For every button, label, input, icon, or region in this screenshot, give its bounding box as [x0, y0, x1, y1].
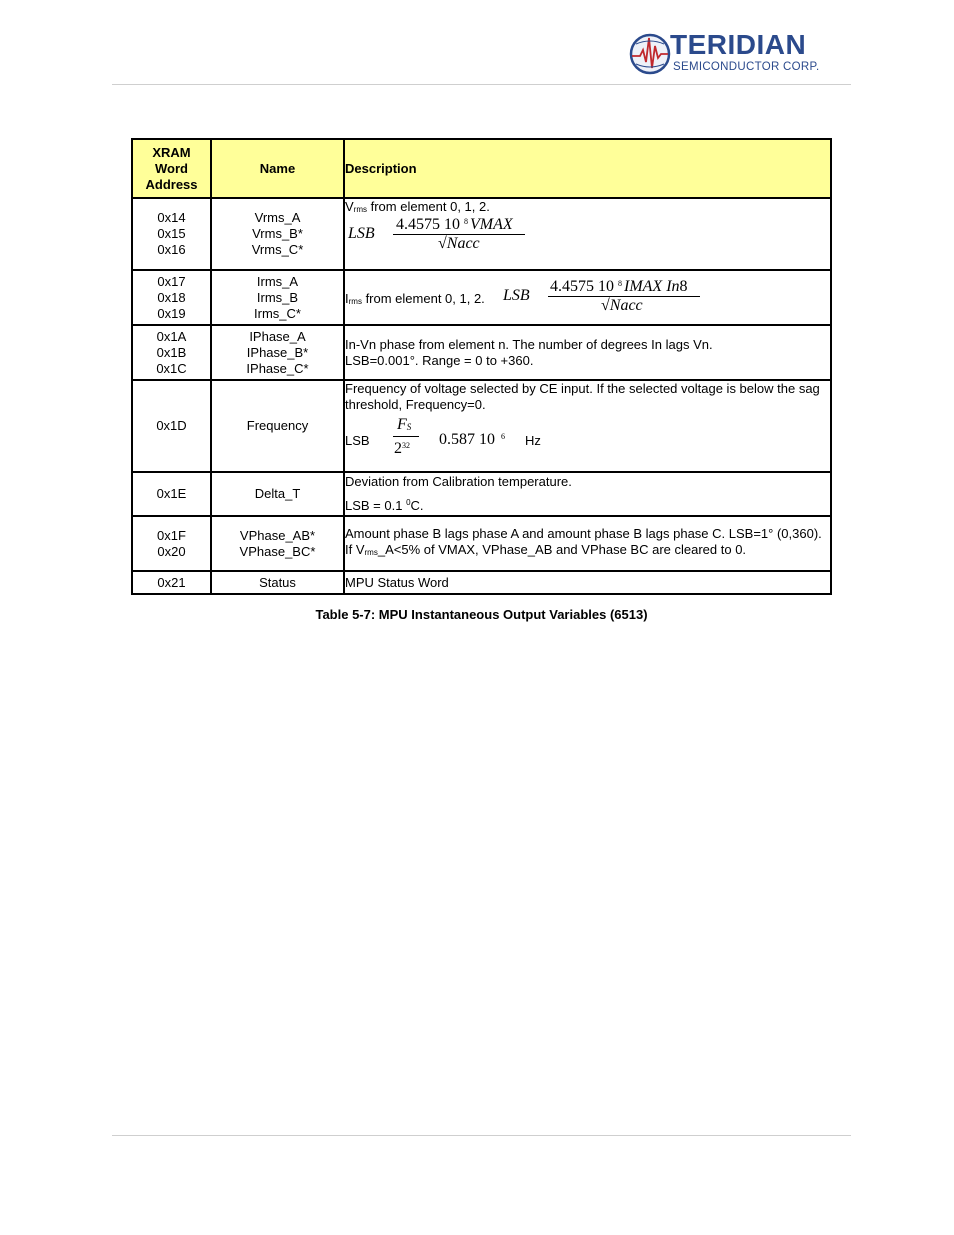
table-row [132, 571, 831, 594]
variable-name: Vrms_C* [251, 242, 304, 257]
variable-name: IPhase_A [249, 328, 306, 344]
variable-name: Irms_A [256, 273, 299, 289]
table-row [132, 325, 831, 380]
header-address: XRAM Word Address [132, 139, 211, 198]
table-row [132, 270, 831, 325]
description-cell [344, 516, 831, 571]
address: 0x20 [157, 543, 186, 559]
description-text: LSB=0.001°. Range = 0 to +360. [345, 352, 534, 368]
address: 0x21 [157, 574, 186, 590]
address-cell [132, 380, 211, 472]
description-text: In-Vn phase from element n. The number of degrees In lags Vn. [345, 336, 713, 352]
address: 0x16 [157, 242, 186, 257]
formula-numerator: 4.4575 10 $^8$ IMAX In8 [550, 277, 688, 295]
address: 0x1D [156, 418, 187, 433]
address: 0x18 [157, 289, 186, 305]
description-text: Irms from element 0, 1, 2. [345, 290, 485, 306]
address-cell [132, 198, 211, 270]
address: 0x1B [156, 344, 187, 360]
table-header-row [132, 139, 831, 198]
name-cell [211, 198, 344, 270]
description-text: Vrms from element 0, 1, 2. [345, 199, 490, 214]
description-cell [344, 198, 831, 270]
logo-wordmark: TERIDIAN [670, 29, 807, 60]
variable-name: Status [259, 574, 296, 590]
variable-name: VPhase_AB* [239, 527, 316, 543]
description-text: MPU Status Word [345, 574, 449, 590]
name-cell [211, 472, 344, 516]
address: 0x1C [156, 360, 187, 376]
variable-name: Irms_B [256, 289, 299, 305]
irms-description [345, 274, 830, 322]
formula-denominator: √Nacc [601, 296, 643, 314]
variable-name: IPhase_C* [246, 360, 309, 376]
logo-subtitle: SEMICONDUCTOR CORP. [673, 61, 820, 73]
table-row [132, 380, 831, 472]
frequency-lsb-formula: LSB FS $2^{32}$ 0.587 10 $^6$ Hz [345, 416, 541, 457]
description-cell [344, 571, 831, 594]
logo-globe-icon [628, 32, 672, 76]
description-cell [344, 380, 831, 472]
mpu-output-variables-table [131, 138, 832, 595]
description-text: Frequency of voltage selected by CE input. If the selected voltage is below the sag threshold, Frequency=0. [345, 381, 820, 412]
address: 0x1F [157, 527, 186, 543]
variable-name: Delta_T [254, 486, 301, 501]
description-text: Amount phase B lags phase A and amount phase B lags phase C. LSB=1° (0,360). If Vrms_A<5% of VMAX, VPhase_AB and VPhase BC are cleared to 0. [345, 526, 822, 557]
address: 0x14 [157, 210, 186, 225]
address-cell [132, 472, 211, 516]
name-cell [211, 516, 344, 571]
description-cell [344, 325, 831, 380]
name-cell [211, 270, 344, 325]
vrms-lsb-formula: LSB 4.4575 10 $^8$ VMAX √Nacc [345, 218, 830, 264]
variable-name: Frequency [246, 418, 309, 433]
table-caption: Table 5-7: MPU Instantaneous Output Variables (6513) [315, 607, 648, 622]
address-cell [132, 571, 211, 594]
address: 0x1A [156, 328, 187, 344]
table-row [132, 198, 831, 270]
address: 0x19 [157, 305, 186, 321]
table-row [132, 472, 831, 516]
description-cell [344, 472, 831, 516]
header-description: Description [344, 139, 831, 198]
address-cell [132, 325, 211, 380]
variable-name: Vrms_A [254, 210, 301, 225]
description-text: Deviation from Calibration temperature. [345, 474, 572, 489]
name-cell [211, 571, 344, 594]
variable-name: VPhase_BC* [239, 543, 316, 559]
variable-name: IPhase_B* [246, 344, 309, 360]
header-name: Name [211, 139, 344, 198]
address-cell [132, 516, 211, 571]
name-cell [211, 380, 344, 472]
address-cell [132, 270, 211, 325]
footer-rule [112, 1135, 851, 1136]
description-text: LSB = 0.1 $^0$C. [345, 498, 424, 513]
address: 0x1E [156, 486, 187, 501]
description-cell [344, 270, 831, 325]
address: 0x15 [157, 226, 186, 241]
variable-name: Vrms_B* [252, 226, 303, 241]
variable-name: Irms_C* [254, 305, 301, 321]
table-row [132, 516, 831, 571]
address: 0x17 [157, 273, 186, 289]
name-cell [211, 325, 344, 380]
teridian-logo [628, 30, 833, 80]
header-rule [112, 84, 851, 85]
formula-lhs: LSB [503, 286, 530, 304]
